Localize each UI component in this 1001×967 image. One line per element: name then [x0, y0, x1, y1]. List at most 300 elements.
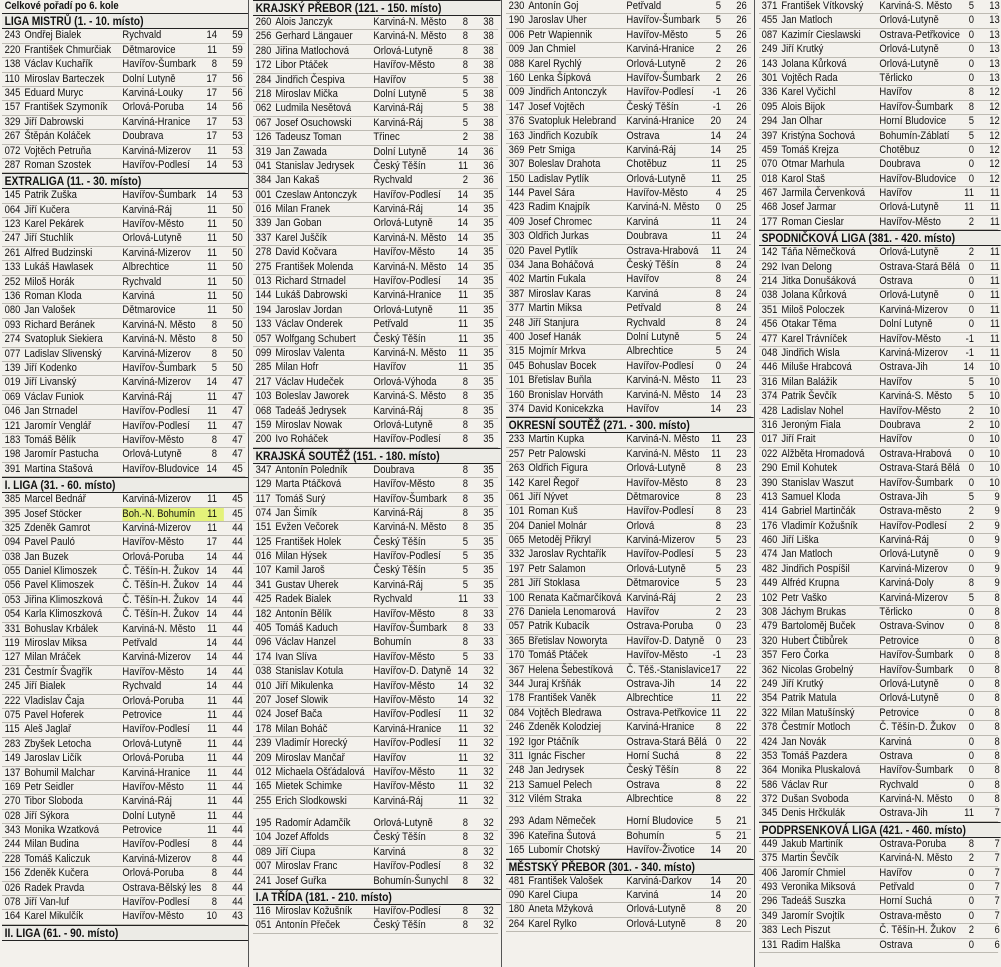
entry-number: 048: [761, 346, 778, 359]
player-name: Štěpán Koláček: [24, 130, 91, 143]
round-points: 11: [207, 203, 217, 216]
round-points: 14: [206, 637, 217, 650]
player-name: Jiří Bialek: [24, 680, 66, 693]
standings-row: [253, 737, 498, 751]
total-points: 45: [232, 462, 243, 475]
round-points: 0: [968, 143, 974, 156]
round-points: 0: [968, 634, 974, 647]
entry-number: 357: [761, 649, 778, 662]
player-name: Patrik Zuška: [24, 189, 77, 202]
club-name: Chotěbuz: [626, 158, 667, 171]
player-name: Milan Balážik: [781, 375, 838, 388]
entry-number: 353: [761, 749, 778, 762]
standings-row: [759, 173, 998, 187]
entry-number: 019: [4, 376, 21, 389]
player-name: Milan Matušínský: [781, 706, 855, 719]
player-name: Jitka Donušáková: [781, 275, 857, 288]
total-points: 35: [483, 303, 494, 316]
standings-row: [2, 73, 245, 87]
standings-row: [506, 903, 751, 917]
total-points: 12: [989, 172, 1000, 185]
round-points: 11: [207, 43, 217, 56]
club-name: Karviná-Doly: [879, 577, 934, 590]
entry-number: 477: [761, 332, 778, 345]
total-points: 11: [989, 187, 1000, 200]
total-points: 8: [994, 606, 1000, 619]
entry-number: 156: [4, 867, 21, 880]
entry-number: 024: [255, 708, 272, 721]
round-points: 0: [968, 881, 974, 894]
standings-row: [253, 174, 498, 188]
standings-row: [506, 889, 751, 903]
total-points: 59: [232, 58, 243, 71]
round-points: 17: [206, 130, 217, 143]
entry-number: 455: [761, 14, 778, 27]
total-points: 35: [483, 521, 494, 534]
entry-number: 165: [255, 780, 272, 793]
standings-row: [253, 766, 498, 780]
total-points: 23: [736, 505, 747, 518]
player-name: Alžběta Hromadová: [781, 447, 865, 460]
player-name: Svatopluk Helebrand: [528, 115, 617, 128]
round-points: 11: [207, 218, 217, 231]
player-name: Jiří Liška: [781, 534, 819, 547]
total-points: 32: [483, 708, 494, 721]
entry-number: 017: [761, 433, 778, 446]
entry-number: 347: [255, 463, 272, 476]
entry-number: 200: [255, 433, 272, 446]
player-name: Kateřina Šutová: [528, 829, 596, 842]
round-points: 8: [715, 302, 721, 315]
standings-row: [759, 304, 998, 318]
standings-row: [759, 462, 998, 476]
round-points: 2: [715, 606, 721, 619]
entry-number: 337: [255, 231, 272, 244]
standings-row: [759, 577, 998, 591]
round-points: 8: [715, 519, 721, 532]
player-name: Tomáš Pazdera: [781, 749, 848, 762]
player-name: Zbyšek Letocha: [24, 737, 92, 750]
total-points: 38: [483, 16, 494, 28]
entry-number: 125: [255, 535, 272, 548]
club-name: Havířov-Město: [879, 215, 941, 228]
standings-row: [2, 304, 245, 318]
round-points: 5: [211, 361, 217, 374]
total-points: 10: [989, 462, 1000, 475]
standings-row: [759, 895, 998, 909]
entry-number: 384: [255, 174, 272, 187]
entry-number: 069: [4, 390, 21, 403]
player-name: Petr Seidler: [24, 780, 74, 793]
club-name: Havířov: [879, 866, 912, 879]
entry-number: 424: [761, 735, 778, 748]
club-name: Havířov: [626, 402, 659, 415]
total-points: 23: [736, 519, 747, 532]
round-points: 0: [968, 476, 974, 489]
club-name: Doubrava: [373, 463, 415, 476]
player-name: Jiřina Matlochová: [275, 44, 349, 57]
round-points: 0: [968, 303, 974, 316]
round-points: 0: [968, 14, 974, 27]
player-name: Alfréd Krupna: [781, 577, 840, 590]
round-points: 8: [211, 58, 217, 71]
entry-number: 101: [508, 505, 525, 518]
round-points: 14: [206, 550, 217, 563]
player-name: Václav Hanzel: [275, 636, 336, 649]
club-name: Č. Těšín-H. Žukov: [122, 608, 199, 621]
entry-number: 233: [508, 433, 525, 446]
entry-number: 290: [761, 462, 778, 475]
standings-row: [506, 58, 751, 72]
round-points: 14: [206, 158, 217, 171]
club-name: Ostrava-Stará Bělá: [879, 260, 960, 273]
standings-row: [506, 635, 751, 649]
standings-row: [253, 261, 498, 275]
entry-number: 287: [4, 158, 21, 171]
entry-number: 061: [508, 490, 525, 503]
total-points: 32: [483, 845, 494, 858]
standings-column-2: [253, 0, 498, 967]
standings-row: [2, 247, 245, 261]
total-points: 23: [736, 490, 747, 503]
club-name: Ostrava: [879, 275, 913, 288]
club-name: Orlová-Lutyně: [879, 57, 939, 70]
player-name: Jaromír Pastucha: [24, 448, 99, 461]
round-points: 10: [206, 910, 217, 923]
league-section-header: EXTRALIGA (11. - 30. místo): [2, 173, 248, 189]
total-points: 33: [483, 593, 494, 606]
entry-number: 331: [4, 622, 21, 635]
entry-number: 459: [761, 143, 778, 156]
player-name: Jindřich Antonczyk: [528, 86, 607, 99]
club-name: Havířov: [626, 273, 659, 286]
round-points: 11: [207, 419, 217, 432]
round-points: 0: [968, 895, 974, 908]
total-points: 23: [736, 591, 747, 604]
club-name: Doubrava: [122, 130, 164, 143]
entry-number: 246: [508, 721, 525, 734]
round-points: 11: [207, 144, 217, 157]
club-name: Karviná-Ráj: [373, 404, 423, 417]
total-points: 44: [232, 579, 243, 592]
standings-row: [253, 651, 498, 665]
standings-row: [253, 478, 498, 492]
round-points: 8: [715, 903, 721, 916]
standings-row: [2, 795, 245, 809]
round-points: 5: [715, 548, 721, 561]
standings-row: [2, 130, 245, 144]
player-name: Jiří Kodenko: [24, 361, 77, 374]
club-name: Karviná-Ráj: [879, 534, 929, 547]
club-name: Havířov-Podlesí: [373, 550, 441, 563]
standings-row: [759, 405, 998, 419]
standings-row: [253, 919, 498, 933]
entry-number: 160: [508, 71, 525, 84]
entry-number: 493: [761, 881, 778, 894]
entry-number: 385: [4, 493, 21, 506]
standings-row: [2, 276, 245, 290]
entry-number: 332: [508, 548, 525, 561]
player-name: Ivan Slíva: [275, 650, 317, 663]
player-name: Jáchym Brukas: [781, 606, 847, 619]
standings-row: [506, 505, 751, 519]
club-name: Karviná-Mizerov: [122, 144, 191, 157]
round-points: 0: [968, 158, 974, 171]
total-points: 44: [232, 838, 243, 851]
player-name: Miroslav Miksa: [24, 637, 87, 650]
standings-row: [506, 187, 751, 201]
player-name: Tadeáš Jedrysek: [275, 404, 347, 417]
entry-number: 165: [508, 844, 525, 857]
total-points: 23: [736, 402, 747, 415]
entry-number: 054: [4, 608, 21, 621]
player-name: Jaromír Svojtík: [781, 909, 845, 922]
round-points: 2: [968, 418, 974, 431]
standings-row: [506, 534, 751, 548]
round-points: 14: [963, 361, 974, 374]
entry-number: 045: [508, 359, 525, 372]
standings-row: [2, 867, 245, 881]
standings-row: [506, 331, 751, 345]
club-name: Ostrava-Svinov: [879, 620, 945, 633]
entry-number: 177: [761, 215, 778, 228]
total-points: 44: [232, 852, 243, 865]
player-name: Jan Valošek: [24, 304, 76, 317]
round-points: 14: [457, 231, 468, 244]
club-name: Ostrava: [879, 938, 913, 951]
player-name: Miloš Poloczek: [781, 303, 845, 316]
round-points: 14: [457, 665, 468, 678]
club-name: Havířov-Město: [122, 433, 184, 446]
standings-row: [253, 564, 498, 578]
club-name: Český Těšín: [373, 831, 426, 844]
entry-number: 345: [761, 807, 778, 820]
club-name: Havířov-Město: [373, 607, 435, 620]
total-points: 32: [483, 874, 494, 887]
league-section-header: KRAJSKÁ SOUTĚŽ (151. - 180. místo): [253, 448, 501, 464]
entry-number: 057: [255, 332, 272, 345]
total-points: 9: [994, 577, 1000, 590]
round-points: 11: [964, 201, 974, 214]
standings-row: [2, 463, 245, 477]
total-points: 44: [232, 536, 243, 549]
standings-row: [253, 203, 498, 217]
club-name: Karviná-N. Město: [122, 622, 196, 635]
standings-row: [253, 752, 498, 766]
total-points: 43: [232, 910, 243, 923]
total-points: 11: [989, 275, 1000, 288]
standings-row: [506, 0, 751, 14]
club-name: Albrechtice: [626, 692, 674, 705]
standings-row: [253, 275, 498, 289]
entry-number: 198: [4, 448, 21, 461]
player-name: Miroslav Nowak: [275, 418, 343, 431]
standings-row: [2, 204, 245, 218]
standings-row: [506, 707, 751, 721]
club-name: Č. Těšín-D. Žukov: [879, 721, 956, 734]
total-points: 35: [483, 506, 494, 519]
entry-number: 127: [4, 651, 21, 664]
club-name: Karviná-N. Město: [122, 333, 196, 346]
player-name: Čestmír Motloch: [781, 721, 851, 734]
standings-row: [2, 565, 245, 579]
standings-row: [759, 838, 998, 852]
entry-number: 402: [508, 273, 525, 286]
club-name: Orlová-Lutyně: [626, 172, 686, 185]
club-name: Karviná-Mizerov: [879, 303, 948, 316]
player-name: Monika Pluskalová: [781, 764, 861, 777]
round-points: 14: [206, 651, 217, 664]
standings-row: [759, 649, 998, 663]
standings-row: [2, 362, 245, 376]
club-name: Karviná-N. Město: [626, 433, 700, 446]
entry-number: 056: [4, 579, 21, 592]
total-points: 22: [736, 735, 747, 748]
round-points: 11: [207, 390, 217, 403]
entry-number: 068: [255, 404, 272, 417]
entry-number: 274: [4, 333, 21, 346]
standings-row: [759, 201, 998, 215]
club-name: Havířov: [879, 86, 912, 99]
round-points: 8: [715, 764, 721, 777]
round-points: 5: [462, 564, 468, 577]
total-points: 44: [232, 694, 243, 707]
page-gap: [506, 807, 751, 815]
entry-number: 160: [508, 388, 525, 401]
total-points: 23: [736, 562, 747, 575]
entry-number: 194: [255, 303, 272, 316]
entry-number: 180: [508, 903, 525, 916]
total-points: 9: [994, 490, 1000, 503]
club-name: Havířov-Podlesí: [373, 708, 441, 721]
standings-row: [506, 158, 751, 172]
standings-row: [506, 793, 751, 807]
total-points: 23: [736, 476, 747, 489]
club-name: Havířov-Město: [879, 332, 941, 345]
standings-row: [759, 807, 998, 821]
total-points: 38: [483, 73, 494, 86]
club-name: Havířov-Podlesí: [122, 723, 190, 736]
round-points: 14: [457, 275, 468, 288]
standings-row: [506, 403, 751, 417]
standings-column-3: [506, 0, 751, 967]
club-name: Havířov-Šumbark: [122, 58, 196, 71]
standings-row: [506, 918, 751, 932]
round-points: 5: [715, 14, 721, 27]
total-points: 22: [736, 692, 747, 705]
club-name: Horní Suchá: [626, 749, 679, 762]
round-points: 11: [207, 824, 217, 837]
total-points: 22: [736, 677, 747, 690]
player-name: Stanislav Kotula: [275, 665, 344, 678]
entry-number: 144: [255, 289, 272, 302]
total-points: 32: [483, 722, 494, 735]
player-name: Martin Kupka: [528, 433, 585, 446]
club-name: Petřvald: [373, 318, 409, 331]
club-name: Ostrava-město: [879, 909, 942, 922]
player-name: Michaela Ošťádalová: [275, 765, 365, 778]
club-name: Český Těšín: [373, 332, 426, 345]
entry-number: 077: [4, 347, 21, 360]
total-points: 38: [483, 131, 494, 144]
player-name: Jan Buzek: [24, 550, 69, 563]
entry-number: 283: [4, 737, 21, 750]
player-name: Josef Chromec: [528, 215, 592, 228]
round-points: 8: [211, 347, 217, 360]
player-name: Gabriel Martinčák: [781, 505, 856, 518]
standings-row: [253, 680, 498, 694]
round-points: 8: [462, 845, 468, 858]
round-points: 5: [462, 550, 468, 563]
round-points: 11: [207, 737, 217, 750]
player-name: Daniela Lenomarová: [528, 606, 616, 619]
total-points: 32: [483, 693, 494, 706]
league-section-header: II. LIGA (61. - 90. místo): [2, 925, 248, 941]
entry-number: 103: [255, 390, 272, 403]
standings-row: [506, 875, 751, 889]
round-points: 11: [458, 794, 468, 807]
player-name: Monika Wzatková: [24, 824, 100, 837]
entry-number: 209: [255, 751, 272, 764]
entry-number: 117: [255, 492, 271, 505]
club-name: Havířov-Bludovice: [122, 462, 200, 475]
player-name: Jaroslav Jordan: [275, 303, 343, 316]
round-points: 20: [710, 115, 721, 128]
standings-row: [506, 345, 751, 359]
total-points: 35: [483, 535, 494, 548]
round-points: 8: [462, 375, 468, 388]
entry-number: 414: [761, 505, 778, 518]
entry-number: 149: [4, 752, 21, 765]
club-name: Havířov-Podlesí: [373, 737, 441, 750]
entry-number: 115: [4, 723, 20, 736]
standings-row: [253, 636, 498, 650]
standings-row: [759, 390, 998, 404]
round-points: 8: [462, 492, 468, 505]
round-points: 0: [968, 260, 974, 273]
total-points: 7: [994, 895, 1000, 908]
player-name: Evžen Večorek: [275, 521, 339, 534]
entry-number: 395: [4, 507, 21, 520]
player-name: Karel Řegoř: [528, 476, 579, 489]
total-points: 8: [994, 721, 1000, 734]
player-name: Jan Šimík: [275, 506, 317, 519]
total-points: 38: [483, 102, 494, 115]
total-points: 44: [232, 521, 243, 534]
total-points: 53: [232, 115, 243, 128]
player-name: Jiří Stuchlík: [24, 232, 74, 245]
player-name: Renata Kačmarčíková: [528, 591, 622, 604]
round-points: 14: [206, 376, 217, 389]
club-name: Albrechtice: [122, 261, 170, 274]
player-name: Táňa Němečková: [781, 246, 856, 259]
total-points: 44: [232, 809, 243, 822]
round-points: 8: [462, 521, 468, 534]
entry-number: 354: [761, 692, 778, 705]
player-name: Karel Ciupa: [528, 889, 578, 902]
club-name: Ostrava: [626, 129, 660, 142]
standings-row: [253, 405, 498, 419]
player-name: Ladislav Nohel: [781, 404, 844, 417]
standings-row: [2, 594, 245, 608]
total-points: 32: [483, 765, 494, 778]
player-name: Milan Hýsek: [275, 550, 327, 563]
entry-number: 263: [508, 462, 525, 475]
player-name: Tadeusz Toman: [275, 131, 342, 144]
club-name: Orlová-Lutyně: [879, 43, 939, 56]
entry-number: 460: [761, 534, 778, 547]
entry-number: 136: [4, 290, 21, 303]
